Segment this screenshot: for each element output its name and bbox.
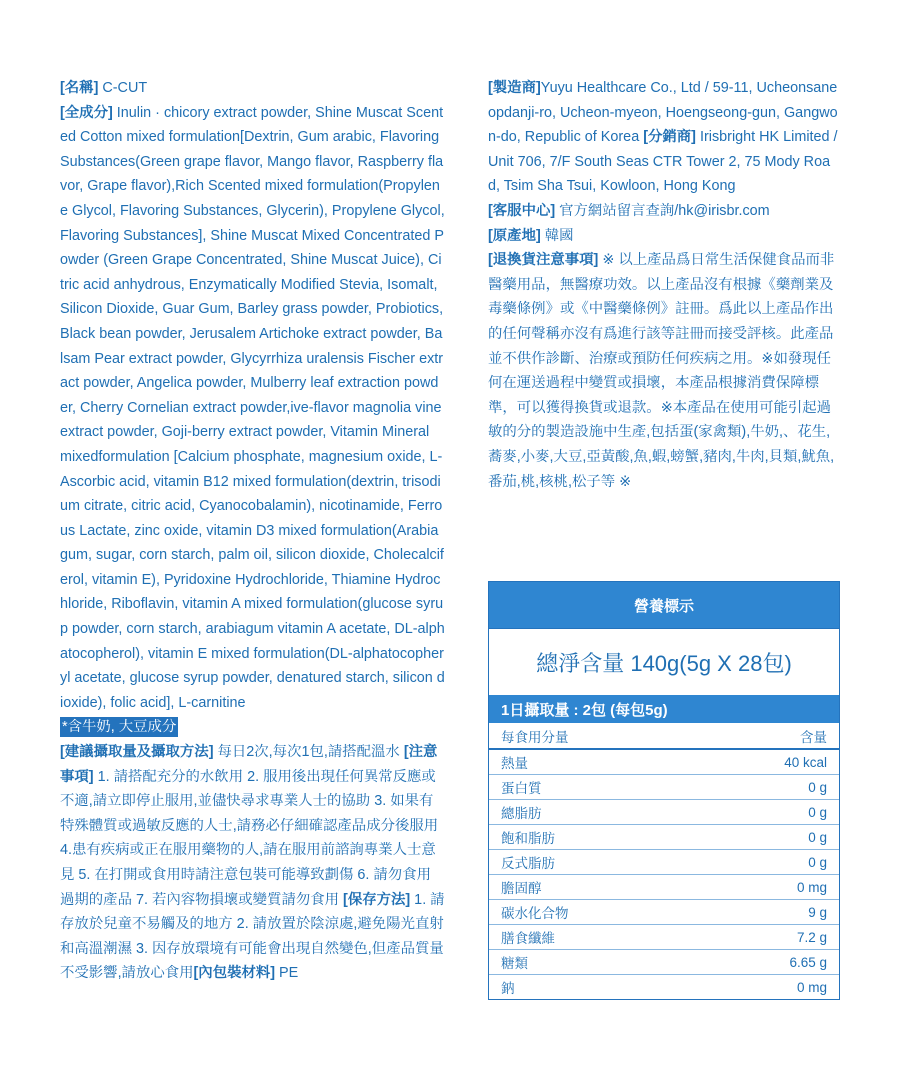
nutrient-name: 熱量 (501, 756, 528, 771)
product-info-right (488, 76, 842, 494)
nutrient-value: 0 g (808, 854, 827, 870)
nutrient-value: 6.65 g (789, 954, 827, 970)
nutrition-row (489, 924, 839, 949)
nutrient-value: 0 g (808, 804, 827, 820)
serving-size: 1日攝取量 : 2包 (每包5g) (489, 695, 839, 723)
nutrition-row (489, 974, 839, 999)
nutrition-header-row (489, 723, 839, 750)
nutrition-title: 營養標示 (489, 582, 839, 628)
manufacturer-distributor: [製造商]Yuyu Healthcare Co., Ltd / 59-11, Ucheonsaneopdanji-ro, Ucheon-myeon, Hoengseong-gun, Gangwon-do, Republic of Korea [分銷商] Irisbright HK Limited / Unit 706, 7/F South Seas CTR Tower 2, 75 Mody Road, Tsim Sha Tsui, Kowloon, Hong Kong (488, 80, 838, 195)
nutrient-name: 膳食纖維 (501, 931, 555, 946)
nutrient-value: 0 mg (796, 879, 827, 895)
nutrition-row (489, 824, 839, 849)
column-name-header: 每食用分量 (501, 729, 569, 745)
nutrition-row (489, 874, 839, 899)
net-content: 總淨含量 140g(5g X 28包) (489, 628, 839, 695)
nutrition-row (489, 750, 839, 774)
nutrient-name: 總脂肪 (501, 806, 542, 821)
allergen-note: *含牛奶, 大豆成分 (62, 719, 177, 736)
return-policy: [退換貨注意事項] ※ 以上產品爲日常生活保健食品而非醫藥用品，無醫療功效。以上產品沒有根據《藥劑業及毒藥條例》或《中醫藥條例》註冊。爲此以上產品作出的任何聲稱亦沒有爲進行該等註冊而接受評核。此產品並不供作診斷、治療或預防任何疾病之用。※如發現任何在運送過程中變質或損壞，本產品根據消費保障標準，可以獲得換貨或退款。※本產品在使用可能引起過敏的分的製造設施中生產,包括蛋(家禽類),牛奶,、花生,蕎麥,小麥,大豆,亞黃酸,魚,蝦,螃蟹,豬肉,牛肉,貝類,魷魚,番茄,桃,核桃,松子等 ※ (488, 252, 835, 490)
nutrient-name: 反式脂肪 (501, 856, 555, 871)
usage-and-cautions: [建議攝取量及攝取方法] 每日2次,每次1包,請搭配溫水 [注意事項] 1. 請搭配充分的水飲用 2. 服用後出現任何異常反應或不適,請立即停止服用,並儘快尋求專業人士的協助 3. 如果有特殊體質或過敏反應的人士,請務必仔細確認產品成分後服用 4.患有疾病或正在服用藥物的人,請在服用前諮詢專業人士意見 5. 在打開或食用時請注意包裝可能導致劃傷 6. 請勿食用過期的產品 7. 若內容物損壞或變質請勿食用 [保存方法] 1. 請存放於兒童不易觸及的地方 2. 請放置於陰涼處,避免陽光直射和高溫潮濕 3. 因存放環境有可能會出現自然變色,但產品質量不受影響,請放心食用[內包裝材料] PE (60, 744, 445, 982)
nutrition-row (489, 899, 839, 924)
column-value-header: 含量 (800, 729, 827, 745)
product-name: [名稱] C-CUT (60, 80, 148, 96)
nutrient-name: 飽和脂肪 (501, 831, 555, 846)
nutrient-name: 蛋白質 (501, 781, 542, 796)
nutrient-name: 鈉 (501, 981, 515, 996)
nutrition-row (489, 774, 839, 799)
nutrition-row (489, 949, 839, 974)
nutrient-name: 碳水化合物 (501, 906, 569, 921)
nutrient-value: 9 g (808, 904, 827, 920)
nutrient-value: 40 kcal (784, 754, 827, 770)
customer-service: [客服中心] 官方網站留言查詢/hk@irisbr.com (488, 202, 770, 219)
nutrient-name: 膽固醇 (501, 881, 542, 896)
nutrient-value: 0 g (808, 779, 827, 795)
nutrition-facts-table (488, 581, 840, 1000)
nutrition-row (489, 799, 839, 824)
product-info-left (60, 76, 445, 986)
nutrient-value: 0 mg (796, 979, 827, 995)
nutrient-name: 糖類 (501, 956, 528, 971)
nutrition-row (489, 849, 839, 874)
nutrient-value: 0 g (808, 829, 827, 845)
origin: [原產地] 韓國 (488, 227, 574, 244)
nutrient-value: 7.2 g (796, 929, 827, 945)
ingredients: [全成分] Inulin · chicory extract powder, Shine Muscat Scented Cotton mixed formulation[Dextrin, Gum arabic, Flavoring Substances(Green grape flavor, Mango flavor, Raspberry flavor, Grape flavor),Rich Scented mixed formulation(Propylene Glycol, Flavoring Substances, Glycerin), Propylene Glycol, Flavoring Substances], Shine Muscat Mixed Concentrated Powder (Green Grape Concentrated, Shine Muscat Juice), Citric acid anhydrous, Enzymatically Modified Stevia, Isomalt, Silicon Dioxide, Guar Gum, Barley grass powder, Probiotics, Black bean powder, Jerusalem Artichoke extract powder, Balsam Pear extract powder, Glycyrrhiza uralensis Fischer extract powder, Angelica powder, Mulberry leaf extraction powder, Cherry Cornelian extract powder,ive-flavor magnolia vine extract powder, Goji-berry extract powder, Vitamin Mineral mixedformulation [Calcium phosphate, magnesium oxide, L-Ascorbic acid, vitamin B12 mixed formulation(dextrin, trisodium citrate, citric acid, Cyanocobalamin), nicotinamide, Ferrous Lactate, zinc oxide, vitamin D3 mixed formulation(Arabia gum, sugar, corn starch, palm oil, silicon dioxide, Cholecalciferol, vitamin E), Pyridoxine Hydrochloride, Thiamine Hydrochloride, Riboflavin, vitamin A mixed formulation(glucose syrup powder, corn starch, arabiagum vitamin A acetate, DL-alphatocopherol), vitamin E mixed formulation(DL-alphatocopheryl acetate, glucose syrup powder, denatured starch, silicon dioxide), folic acid], L-carnitine (60, 104, 445, 711)
